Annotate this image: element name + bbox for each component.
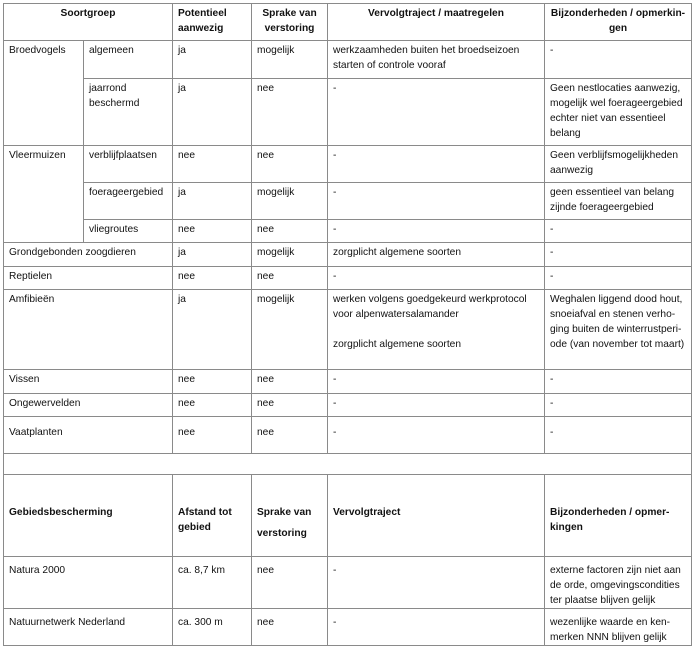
table-row (4, 267, 692, 290)
disturbance-cell: nee (252, 267, 328, 290)
disturbance-cell: mogelijk (252, 183, 328, 220)
disturbance-cell: nee (252, 417, 328, 454)
disturbance-cell: mogelijk (252, 41, 328, 79)
present-cell: ja (173, 243, 252, 267)
remarks-cell: - (545, 243, 692, 267)
disturbance-cell: nee (252, 146, 328, 183)
followup-cell: - (328, 220, 545, 243)
header-bijzonderheden-2: Bijzonderheden / opmer- kingen (545, 475, 692, 557)
followup-cell: - (328, 394, 545, 417)
followup-text-2: zorgplicht algemene soorten (333, 339, 461, 350)
spacer-row (4, 454, 692, 475)
header-vervolgtraject-2: Vervolgtraject (328, 475, 545, 557)
followup-cell: - (328, 370, 545, 394)
remarks-cell: - (545, 394, 692, 417)
header-row (4, 4, 692, 41)
remarks-cell: - (545, 370, 692, 394)
followup-cell: - (328, 146, 545, 183)
disturbance-cell: nee (252, 79, 328, 146)
table-row (4, 417, 692, 454)
table-row (4, 394, 692, 417)
header-potentieel: Potentieel aanwezig (173, 4, 252, 41)
header-sprake-2: Sprake van verstoring (252, 475, 328, 557)
remarks-cell: - (545, 267, 692, 290)
followup-cell: zorgplicht algemene soorten (328, 243, 545, 267)
followup-cell: - (328, 267, 545, 290)
disturbance-cell: nee (252, 557, 328, 609)
table-row (4, 146, 692, 183)
present-cell: ja (173, 41, 252, 79)
header-sprake: Sprake van verstoring (252, 4, 328, 41)
remarks-cell: externe factoren zijn niet aan de orde, omgevingscondities ter plaatse blijven gelijk (545, 557, 692, 609)
table-row (4, 183, 692, 220)
followup-cell: werkzaamheden buiten het broedseizoen starten of controle vooraf (328, 41, 545, 79)
followup-cell: - (328, 557, 545, 609)
remarks-cell: wezenlijke waarde en ken-merken NNN blijven gelijk (545, 609, 692, 646)
header-afstand: Afstand tot gebied (173, 475, 252, 557)
header-soortgroep: Soortgroep (4, 4, 173, 41)
disturbance-cell: nee (252, 609, 328, 646)
spacer-cell (4, 454, 692, 475)
subgroup-cell: vliegroutes (84, 220, 173, 243)
table-row (4, 370, 692, 394)
present-cell: nee (173, 146, 252, 183)
group-cell: Broedvogels (4, 41, 84, 146)
table-row (4, 243, 692, 267)
area-name-cell: Natuurnetwerk Nederland (4, 609, 173, 646)
group-cell: Grondgebonden zoogdieren (4, 243, 173, 267)
table-row (4, 41, 692, 79)
disturbance-cell: nee (252, 220, 328, 243)
group-cell: Vleermuizen (4, 146, 84, 243)
table-row (4, 290, 692, 370)
remarks-cell: Geen verblijfsmogelijkheden aanwezig (545, 146, 692, 183)
subgroup-cell: verblijfplaatsen (84, 146, 173, 183)
remarks-cell: Geen nestlocaties aanwezig, mogelijk wel foerageergebied echter niet van essentieel belang (545, 79, 692, 146)
disturbance-cell: nee (252, 394, 328, 417)
disturbance-cell: mogelijk (252, 290, 328, 370)
header-bijzonderheden: Bijzonderheden / opmerkin- gen (545, 4, 692, 41)
header-vervolgtraject: Vervolgtraject / maatregelen (328, 4, 545, 41)
area-name-cell: Natura 2000 (4, 557, 173, 609)
remarks-cell: - (545, 417, 692, 454)
remarks-cell: - (545, 41, 692, 79)
table-row (4, 79, 692, 146)
remarks-cell: geen essentieel van belang zijnde foerageergebied (545, 183, 692, 220)
table-row (4, 557, 692, 609)
followup-cell: - (328, 183, 545, 220)
distance-cell: ca. 8,7 km (173, 557, 252, 609)
group-cell: Reptielen (4, 267, 173, 290)
present-cell: nee (173, 370, 252, 394)
group-cell: Vaatplanten (4, 417, 173, 454)
followup-text: werken volgens goedgekeurd werkprotocol voor alpenwatersalamander (333, 294, 527, 320)
remarks-cell: Weghalen liggend dood hout, snoeiafval en stenen verho-ging buiten de winterrustperi-ode (van november tot maart) (545, 290, 692, 370)
disturbance-cell: nee (252, 370, 328, 394)
followup-cell: - (328, 79, 545, 146)
group-cell: Ongewervelden (4, 394, 173, 417)
remarks-cell: - (545, 220, 692, 243)
present-cell: nee (173, 220, 252, 243)
followup-cell: - (328, 417, 545, 454)
distance-cell: ca. 300 m (173, 609, 252, 646)
subgroup-cell: algemeen (84, 41, 173, 79)
subgroup-cell: jaarrond beschermd (84, 79, 173, 146)
present-cell: nee (173, 394, 252, 417)
disturbance-cell: mogelijk (252, 243, 328, 267)
present-cell: nee (173, 417, 252, 454)
subgroup-cell: foerageergebied (84, 183, 173, 220)
area-header-row (4, 475, 692, 557)
group-cell: Vissen (4, 370, 173, 394)
header-gebied: Gebiedsbescherming (4, 475, 173, 557)
followup-cell (328, 290, 545, 370)
present-cell: ja (173, 183, 252, 220)
present-cell: ja (173, 79, 252, 146)
group-cell: Amfibieën (4, 290, 173, 370)
table-row (4, 220, 692, 243)
species-table (3, 3, 692, 646)
present-cell: nee (173, 267, 252, 290)
followup-cell: - (328, 609, 545, 646)
table-row (4, 609, 692, 646)
present-cell: ja (173, 290, 252, 370)
